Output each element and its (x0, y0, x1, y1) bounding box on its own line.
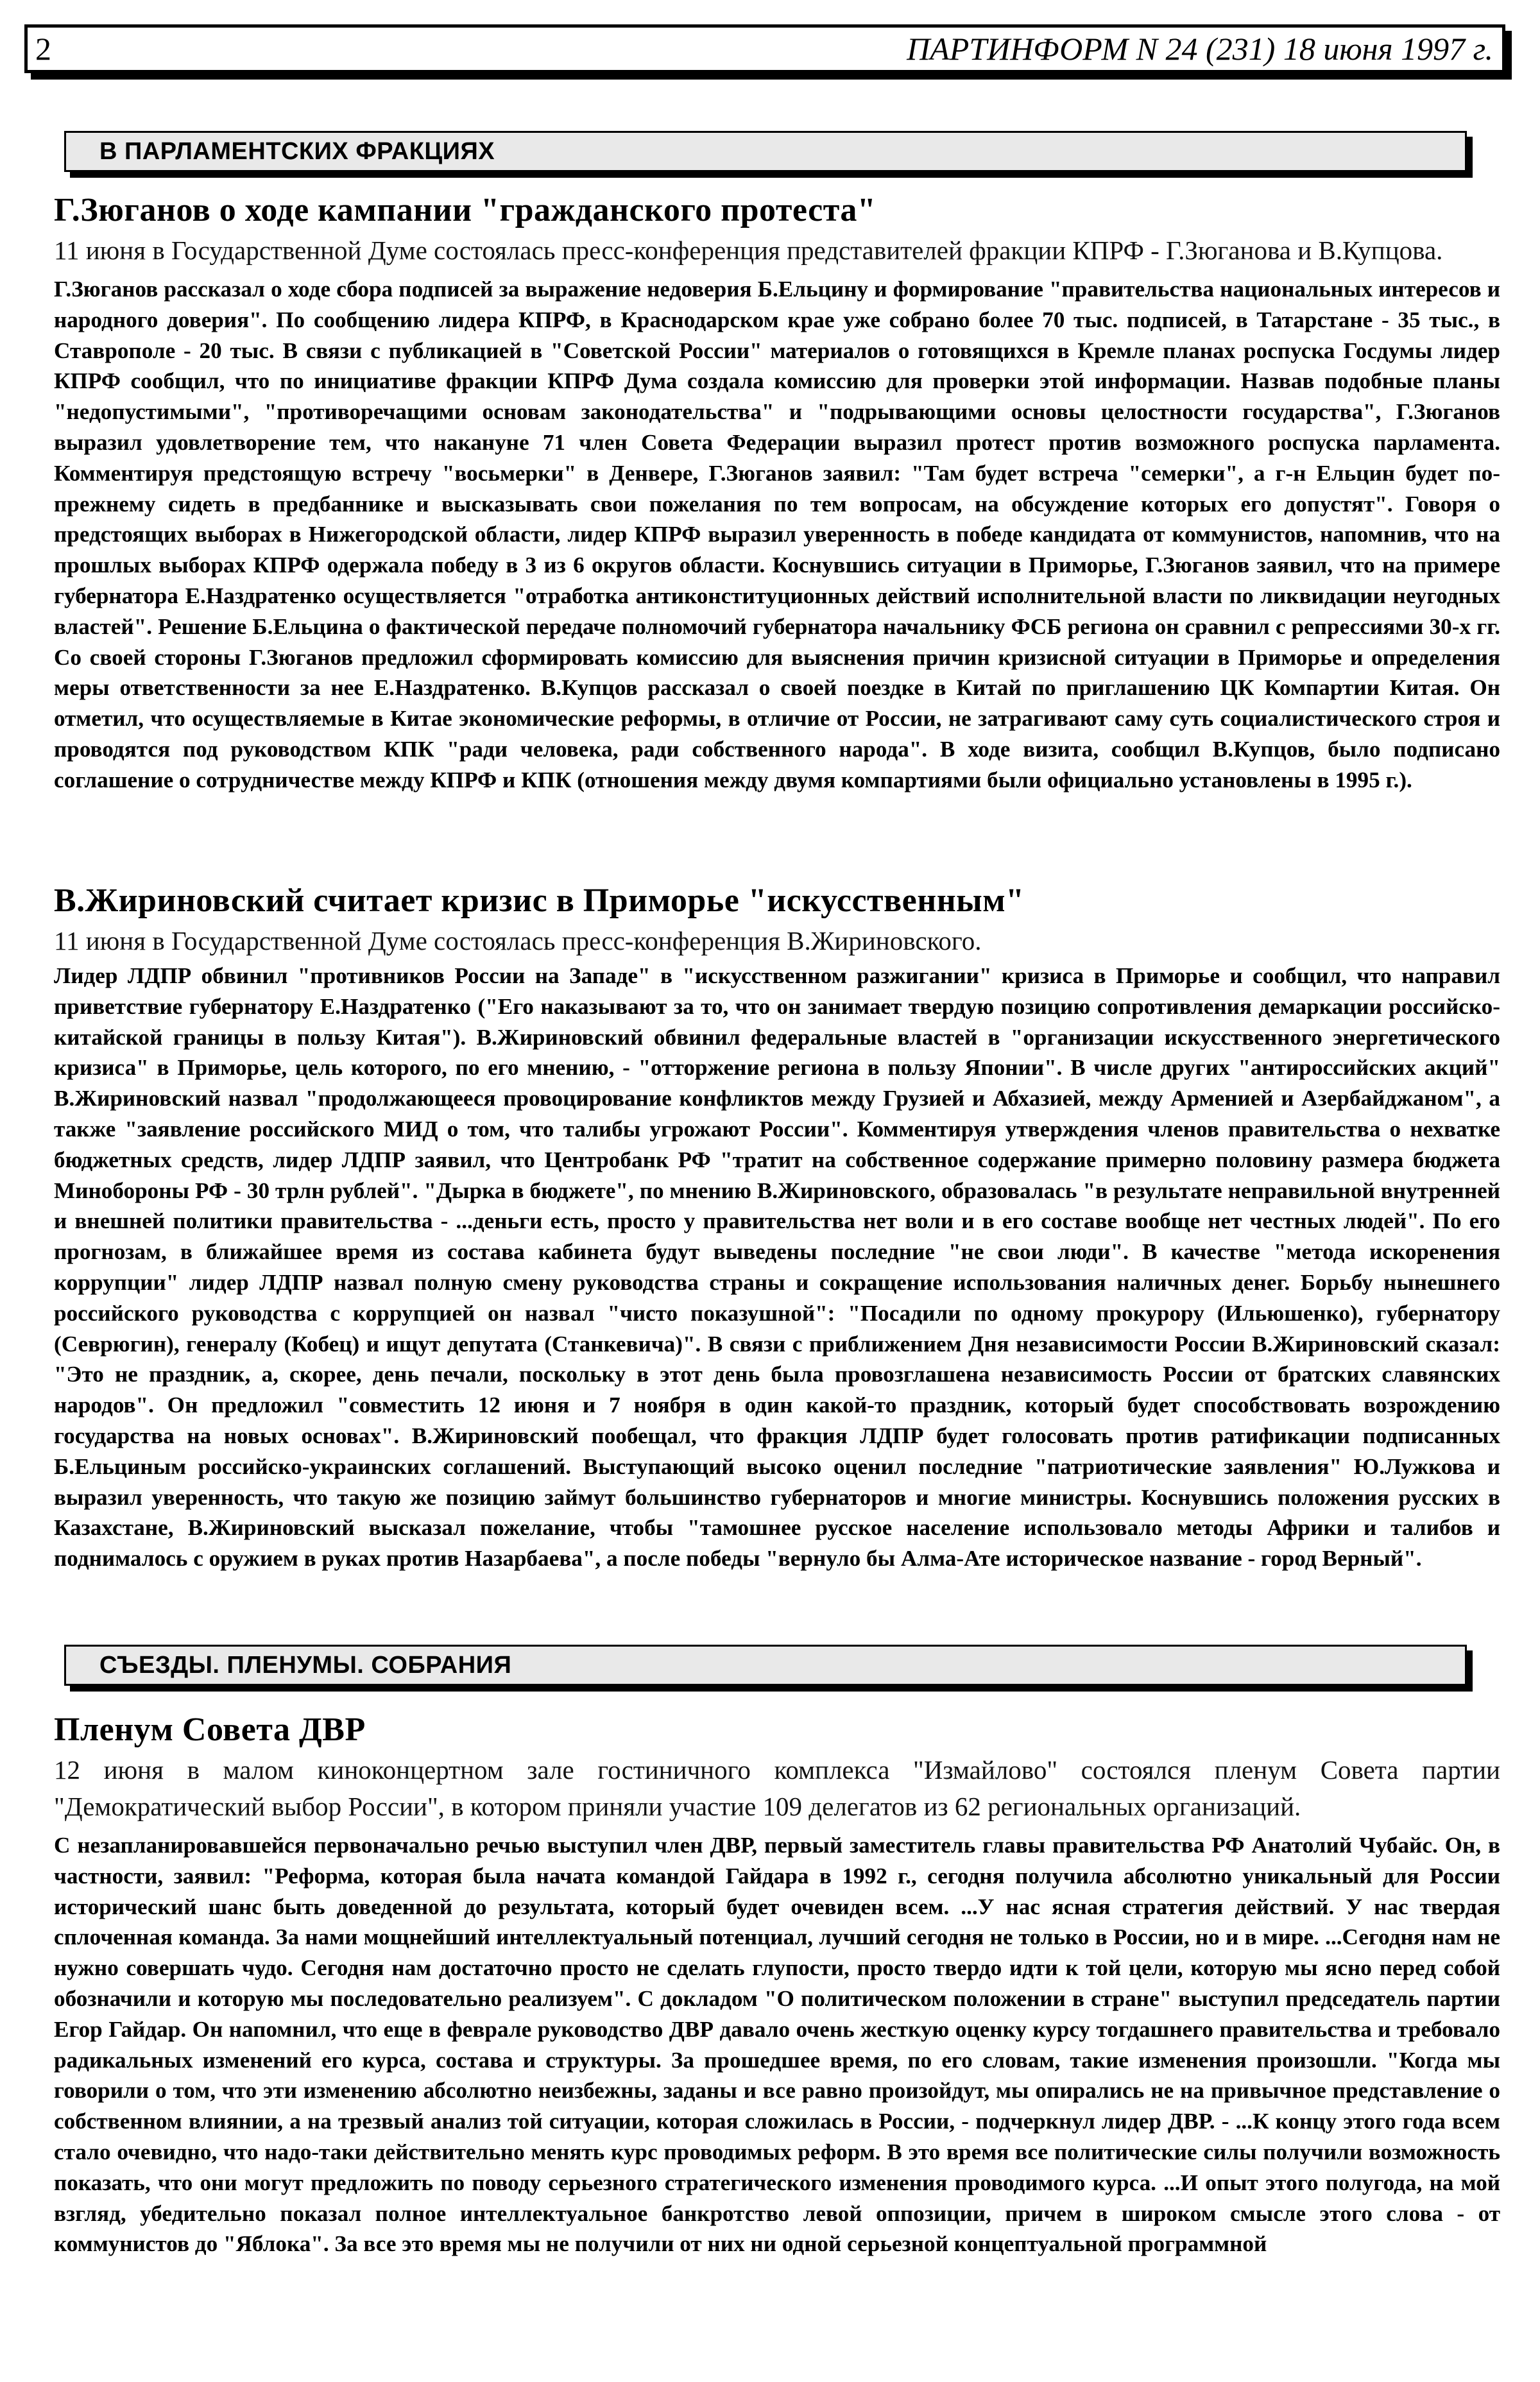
article-headline: В.Жириновский считает кризис в Приморье "искусственным" (54, 882, 1025, 919)
article-body: Лидер ЛДПР обвинил "противников России на Западе" в "искусственном разжигании" кризиса в Приморье и сообщил, что направил приветствие губернатору Е.Наздратенко ("Его наказывают за то, что он занимает твердую позицию сопротивления демаркации российско-китайской границы в пользу Китая"). В.Жириновский обвинил федеральные властей в "организации искусственного энергетического кризиса" в Приморье, цель которого, по его мнению, - "отторжение региона в пользу Японии". В числе других "антироссийских акций" В.Жириновский назвал "продолжающееся провоцирование конфликтов между Грузией и Абхазией, между Арменией и Азербайджаном", а также "заявление российского МИД о том, что талибы угрожают России". Комментируя утверждения членов правительства о нехватке бюджетных средств, лидер ЛДПР заявил, что Центробанк РФ "тратит на собственное содержание примерно половину размера бюджета Минобороны РФ - 30 трлн рублей". "Дырка в бюджете", по мнению В.Жириновского, образовалась "в результате неправильной внутренней и внешней политики правительства - ...деньги есть, просто у правительства нет воли и в его составе вообще нет честных людей". По его прогнозам, в ближайшее время из состава кабинета будут выведены последние "не свои люди". В качестве "метода искоренения коррупции" лидер ЛДПР назвал полную смену руководства страны и сокращение использования наличных денег. Борьбу нынешнего российского руководства с коррупцией он назвал "чисто показушной": "Посадили по одному прокурору (Ильюшенко), губернатору (Севрюгин), генералу (Кобец) и ищут депутата (Станкевича)". В связи с приближением Дня независимости России В.Жириновский сказал: "Это не праздник, а, скорее, день печали, поскольку в этот день была провозглашена независимость России от братских славянских народов". Он предложил "совместить 12 июня и 7 ноября в один какой-то праздник, который будет способствовать возрождению государства на новых основах". В.Жириновский пообещал, что фракция ЛДПР будет голосовать против ратификации подписанных Б.Ельциным российско-украинских соглашений. Выступающий высоко оценил последние "патриотические заявления" Ю.Лужкова и выразил уверенность, что такую же позицию займут большинство губернаторов и многие министры. Коснувшись положения русских в Казахстане, В.Жириновский высказал пожелание, чтобы "тамошнее русское население использовало методы Африки и талибов и поднималось с оружием в руках против Назарбаева", а после победы "вернуло бы Алма-Ате историческое название - город Верный". (54, 963, 1500, 1572)
article-body: Г.Зюганов рассказал о ходе сбора подписей за выражение недоверия Б.Ельцину и формирование "правительства национальных интересов и народного доверия". По сообщению лидера КПРФ, в Краснодарском крае уже собрано более 70 тыс. подписей, в Татарстане - 35 тыс., в Ставрополе - 20 тыс. В связи с публикацией в "Советской России" материалов о готовящихся в Кремле планах роспуска Госдумы лидер КПРФ сообщил, что по инициативе фракции КПРФ Дума создала комиссию для проверки этой информации. Назвав подобные планы "недопустимыми", "противоречащими основам законодательства" и "подрывающими основы целостности государства", Г.Зюганов выразил удовлетворение тем, что накануне 71 член Совета Федерации выразил протест против возможного роспуска парламента. Комментируя предстоящую встречу "восьмерки" в Денвере, Г.Зюганов заявил: "Там будет встреча "семерки", а г-н Ельцин будет по-прежнему сидеть в предбаннике и высказывать свои пожелания по тем вопросам, на обсуждение которых его допустят". Говоря о предстоящих выборах в Нижегородской области, лидер КПРФ выразил уверенность в победе кандидата от коммунистов, напомнив, что на прошлых выборах КПРФ одержала победу в 3 из 6 округов области. Коснувшись ситуации в Приморье, Г.Зюганов заявил, что на примере губернатора Е.Наздратенко осуществляется "отработка антиконституционных действий исполнительной власти по ликвидации неугодных властей". Решение Б.Ельцина о фактической передаче полномочий губернатора начальнику ФСБ региона он сравнил с репрессиями 30-х гг. Со своей стороны Г.Зюганов предложил сформировать комиссию для выяснения причин кризисной ситуации в Приморье и определения меры ответственности за нее Е.Наздратенко. В.Купцов рассказал о своей поездке в Китай по приглашению ЦК Компартии Китая. Он отметил, что осуществляемые в Китае экономические реформы, в отличие от России, не затрагивают саму суть социалистического строя и проводятся под руководством КПК "ради человека, ради собственного народа". В ходе визита, сообщил В.Купцов, было подписано соглашение о сотрудничестве между КПРФ и КПК (отношения между двумя компартиями были официально установлены в 1995 г.). (54, 277, 1500, 793)
section-heading-congresses (64, 1645, 1467, 1686)
article-body: С незапланировавшейся первоначально речью выступил член ДВР, первый заместитель главы правительства РФ Анатолий Чубайс. Он, в частности, заявил: "Реформа, которая была начата командой Гайдара в 1992 г., сегодня получила абсолютно уникальный для России исторический шанс быть доведенной до результата, который будет очевиден всем. ...У нас ясная стратегия действий. У нас твердая сплоченная команда. За нами мощнейший интеллектуальный потенциал, лучший сегодня не только в России, но и в мире. ...Сегодня нам не нужно совершать чудо. Сегодня нам достаточно просто не сделать глупости, просто твердо идти к той цели, которую мы ясно перед собой обозначили и которую мы последовательно реализуем". С докладом "О политическом положении в стране" выступил председатель партии Егор Гайдар. Он напомнил, что еще в феврале руководство ДВР давало очень жесткую оценку курсу тогдашнего правительства и требовало радикальных изменений его курса, состава и структуры. За прошедшее время, по его словам, такие изменения произошли. "Когда мы говорили о том, что эти изменению абсолютно неизбежны, заданы и все равно произойдут, мы опирались не на привычное представление о собственном влиянии, а на трезвый анализ той ситуации, которая сложилась в России, - подчеркнул лидер ДВР. - ...К концу этого года всем стало очевидно, что надо-таки действительно менять курс проводимых реформ. В это время все политические силы получили возможность показать, что они могут предложить по поводу серьезного стратегического изменения проводимого курса. ...И опыт этого полугода, на мой взгляд, убедительно показал полное интеллектуальное банкротство левой оппозиции, причем в широком смысле этого слова - от коммунистов до "Яблока". За все это время мы не получили от них ни одной серьезной концептуальной программной (54, 1833, 1500, 2257)
page-number: 2 (35, 31, 51, 67)
article-dvr-plenum (54, 1711, 1500, 2259)
article-headline: Г.Зюганов о ходе кампании "гражданского протеста" (54, 192, 877, 228)
article-zyuganov (54, 191, 1500, 796)
section-heading-label: В ПАРЛАМЕНТСКИХ ФРАКЦИЯХ (99, 138, 495, 165)
section-heading-parliament (64, 131, 1467, 172)
section-heading-label: СЪЕЗДЫ. ПЛЕНУМЫ. СОБРАНИЯ (99, 1652, 512, 1679)
page-header (24, 24, 1505, 73)
article-zhirinovsky (54, 882, 1500, 1574)
article-lead: 11 июня в Государственной Думе состоялась пресс-конференция представителей фракции КПРФ - Г.Зюганова и В.Купцова. (54, 236, 1443, 265)
article-lead: 12 июня в малом киноконцертном зале гостиничного комплекса "Измайлово" состоялся пленум Совета партии "Демократический выбор России", в котором приняли участие 109 делегатов из 62 региональных организаций. (54, 1755, 1500, 1821)
issue-title: ПАРТИНФОРМ N 24 (231) 18 июня 1997 г. (907, 31, 1493, 67)
article-lead: 11 июня в Государственной Думе состоялась пресс-конференция В.Жириновского. (54, 926, 982, 955)
article-headline: Пленум Совета ДВР (54, 1711, 366, 1748)
